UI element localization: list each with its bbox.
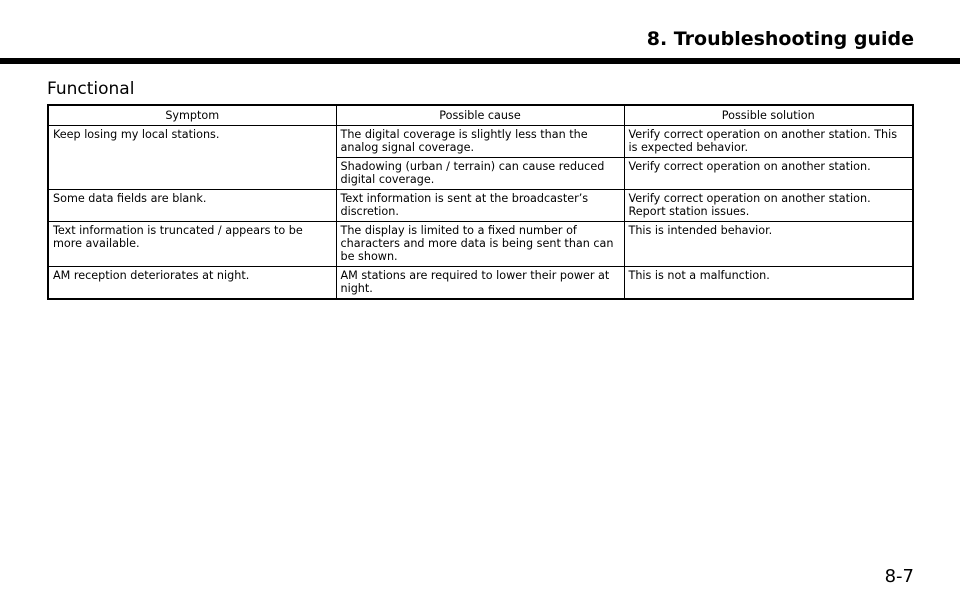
table-header-row: [48, 105, 913, 126]
cause-cell: Shadowing (urban / terrain) can cause reduced digital coverage.: [336, 158, 624, 190]
cause-cell: Text information is sent at the broadcaster’s discretion.: [336, 190, 624, 222]
page-number: 8-7: [884, 566, 914, 587]
symptom-cell: Some data fields are blank.: [48, 190, 336, 222]
solution-cell: Verify correct operation on another station. This is expected behavior.: [624, 126, 913, 158]
column-header-possible-solution: Possible solution: [624, 105, 913, 126]
table-row: [48, 267, 913, 300]
cause-cell: AM stations are required to lower their power at night.: [336, 267, 624, 300]
cause-cell: The digital coverage is slightly less than the analog signal coverage.: [336, 126, 624, 158]
symptom-cell: AM reception deteriorates at night.: [48, 267, 336, 300]
section-title: Functional: [47, 79, 135, 99]
solution-cell: This is intended behavior.: [624, 222, 913, 267]
troubleshooting-table: [47, 104, 914, 300]
header-rule: [0, 58, 960, 64]
solution-cell: This is not a malfunction.: [624, 267, 913, 300]
cause-cell: The display is limited to a fixed number of characters and more data is being sent than can be shown.: [336, 222, 624, 267]
table-row: [48, 126, 913, 158]
symptom-cell: Text information is truncated / appears to be more available.: [48, 222, 336, 267]
symptom-cell: Keep losing my local stations.: [48, 126, 336, 190]
chapter-title: 8. Troubleshooting guide: [646, 28, 914, 50]
solution-cell: Verify correct operation on another station. Report station issues.: [624, 190, 913, 222]
solution-cell: Verify correct operation on another station.: [624, 158, 913, 190]
column-header-symptom: Symptom: [48, 105, 336, 126]
column-header-possible-cause: Possible cause: [336, 105, 624, 126]
table-row: [48, 190, 913, 222]
table-row: [48, 222, 913, 267]
